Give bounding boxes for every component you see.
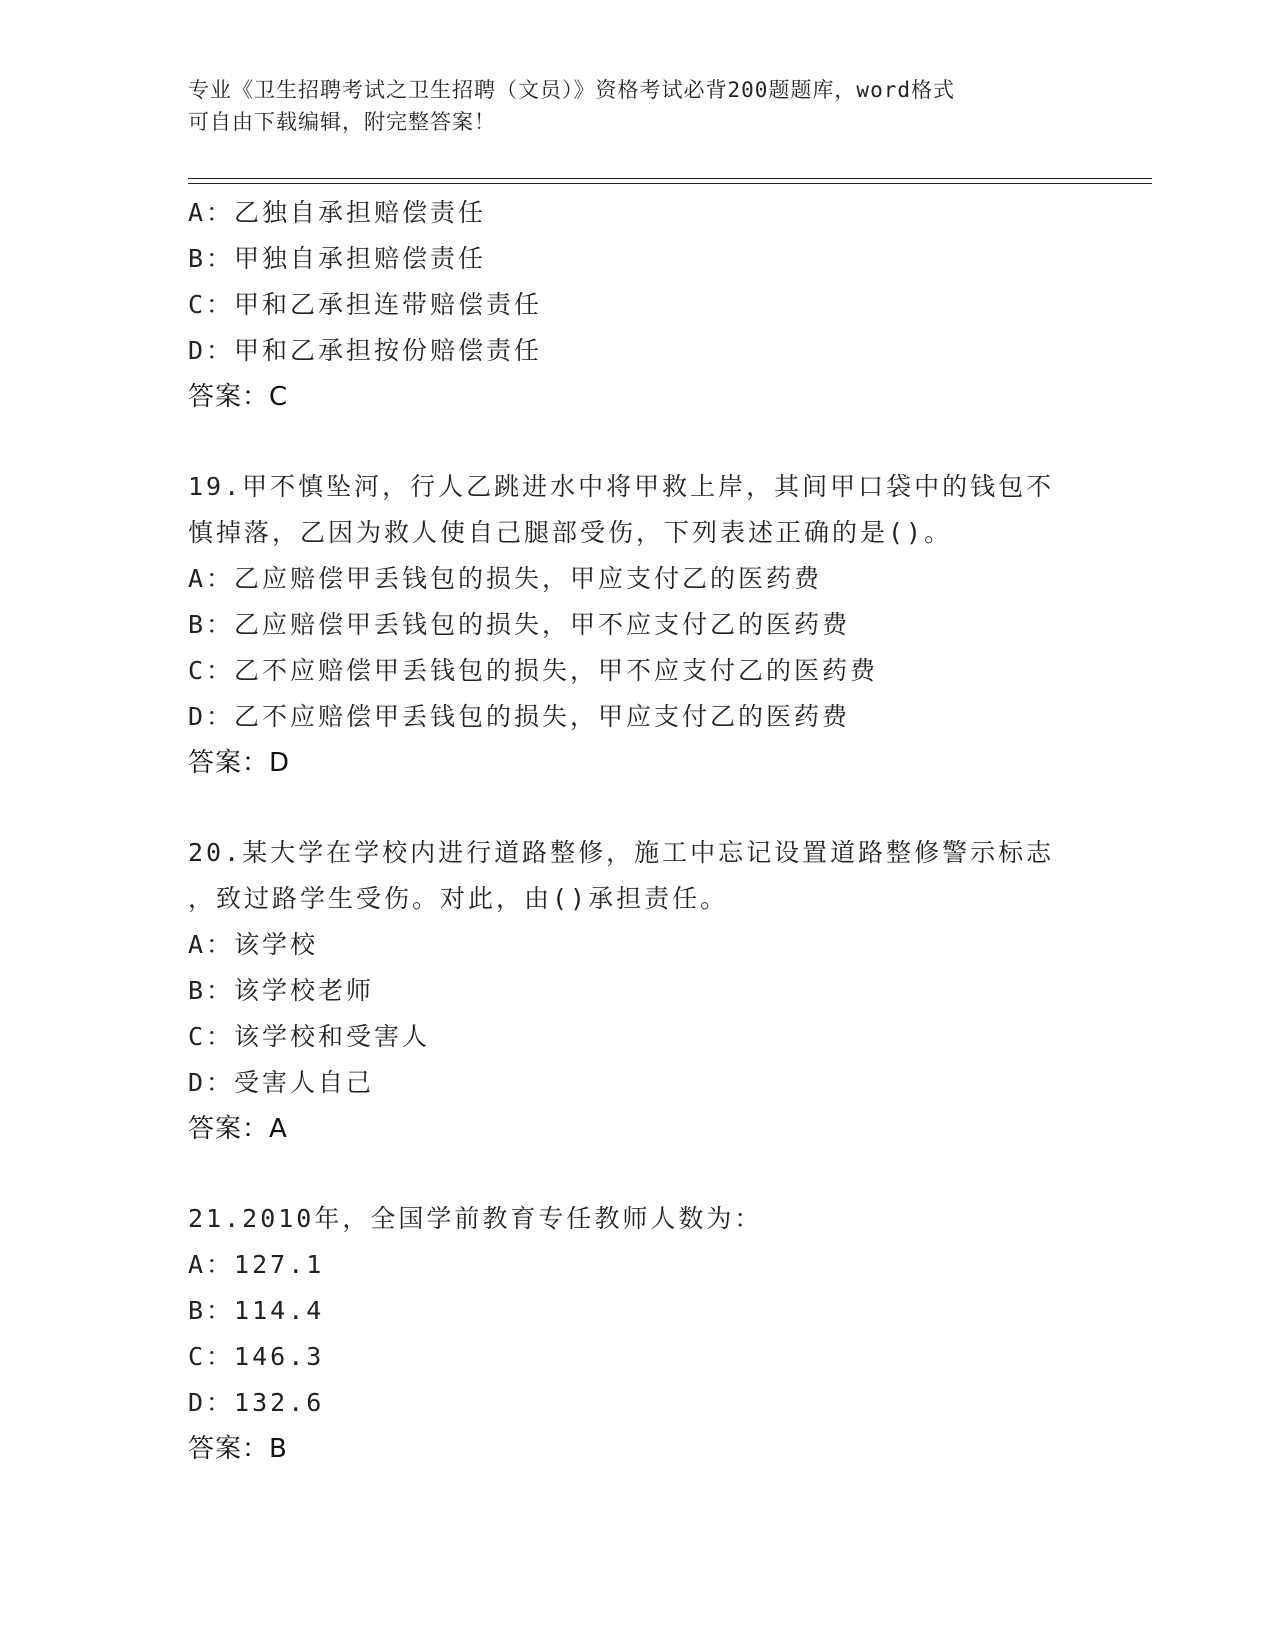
- option-d: D：受害人自己: [188, 1068, 375, 1097]
- question-21: [188, 1196, 1088, 1472]
- header-line-1: 专业《卫生招聘考试之卫生招聘（文员）》资格考试必背200题题库，word格式: [188, 78, 955, 102]
- question-stem-line: 19.甲不慎坠河，行人乙跳进水中将甲救上岸，其间甲口袋中的钱包不: [188, 472, 1055, 501]
- header-divider-bottom: [188, 183, 1152, 184]
- answer: 答案：A: [188, 1114, 288, 1144]
- answer: 答案：C: [188, 382, 289, 412]
- option-c: C：该学校和受害人: [188, 1022, 431, 1051]
- question-stem-line: ，致过路学生受伤。对此，由()承担责任。: [188, 884, 729, 913]
- option-b: B：该学校老师: [188, 976, 375, 1005]
- option-b: B：114.4: [188, 1296, 325, 1325]
- document-header: [188, 74, 1068, 138]
- answer: 答案：B: [188, 1434, 288, 1464]
- question-18: [188, 190, 1088, 420]
- question-stem-line: 20.某大学在学校内进行道路整修，施工中忘记设置道路整修警示标志: [188, 838, 1055, 867]
- option-c: C：乙不应赔偿甲丢钱包的损失，甲不应支付乙的医药费: [188, 656, 879, 685]
- option-a: A：乙应赔偿甲丢钱包的损失，甲应支付乙的医药费: [188, 564, 823, 593]
- option-a: A：127.1: [188, 1250, 325, 1279]
- option-c: C：甲和乙承担连带赔偿责任: [188, 290, 543, 319]
- header-divider-top: [188, 178, 1152, 179]
- answer: 答案：D: [188, 748, 291, 778]
- option-d: D：甲和乙承担按份赔偿责任: [188, 336, 543, 365]
- option-c: C：146.3: [188, 1342, 325, 1371]
- question-list: [188, 190, 1088, 1516]
- option-d: D：乙不应赔偿甲丢钱包的损失，甲应支付乙的医药费: [188, 702, 851, 731]
- question-19: [188, 464, 1088, 786]
- option-b: B：甲独自承担赔偿责任: [188, 244, 487, 273]
- question-stem-line: 慎掉落，乙因为救人使自己腿部受伤，下列表述正确的是()。: [188, 518, 953, 547]
- option-a: A：该学校: [188, 930, 319, 959]
- option-d: D：132.6: [188, 1388, 325, 1417]
- question-stem-line: 21.2010年，全国学前教育专任教师人数为：: [188, 1204, 763, 1233]
- question-20: [188, 830, 1088, 1152]
- option-a: A：乙独自承担赔偿责任: [188, 198, 487, 227]
- option-b: B：乙应赔偿甲丢钱包的损失，甲不应支付乙的医药费: [188, 610, 851, 639]
- header-line-2: 可自由下载编辑，附完整答案！: [188, 110, 496, 134]
